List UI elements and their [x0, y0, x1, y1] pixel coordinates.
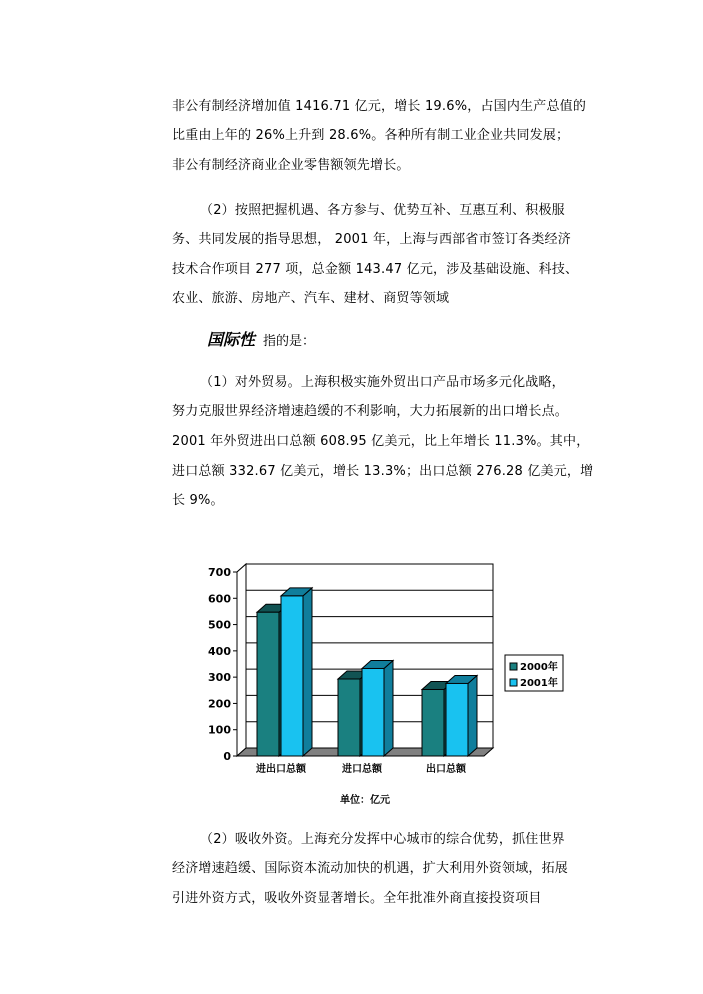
bar [281, 596, 303, 756]
text-line: 非公有制经济增加值 1416.71 亿元，增长 19.6%，占国内生产总值的 [172, 99, 587, 114]
text-line: 进口总额 332.67 亿美元，增长 13.3%；出口总额 276.28 亿美元，增 [172, 464, 594, 479]
text-line: 非公有制经济商业企业零售额领先增长。 [172, 158, 410, 173]
text-line: 农业、旅游、房地产、汽车、建材、商贸等领域 [172, 291, 450, 306]
text-line: 长 9%。 [172, 493, 224, 508]
y-tick-label: 200 [208, 697, 231, 711]
text-line: 经济增速趋缓、国际资本流动加快的机遇，扩大利用外资领域，拓展 [172, 861, 569, 876]
text-line: （1）对外贸易。上海积极实施外贸出口产品市场多元化战略， [200, 375, 565, 390]
y-tick-label: 100 [208, 723, 231, 737]
bar [338, 679, 360, 756]
text-line: 努力克服世界经济增速趋缓的不利影响，大力拓展新的出口增长点。 [172, 404, 569, 419]
legend-label: 2000年 [520, 662, 558, 673]
text-line: 引进外资方式，吸收外资显著增长。全年批准外商直接投资项目 [172, 891, 542, 906]
y-tick-label: 600 [208, 592, 231, 606]
bar [446, 683, 468, 756]
y-tick-label: 500 [208, 618, 231, 632]
y-tick-label: 700 [208, 566, 231, 579]
heading-rest: 指的是： [263, 334, 316, 349]
bar-side [468, 675, 477, 756]
y-tick-label: 300 [208, 671, 231, 685]
y-tick-label: 400 [208, 644, 231, 658]
plot-side-wall [237, 564, 246, 756]
bar [362, 668, 384, 756]
heading-bold: 国际性 [207, 330, 256, 349]
bar [257, 612, 279, 756]
text-line: 比重由上年的 26%上升到 28.6%。各种所有制工业企业共同发展； [172, 128, 570, 143]
bar-side [303, 588, 312, 756]
x-tick-label: 进出口总额 [256, 764, 306, 775]
legend-label: 2001年 [520, 678, 558, 689]
text-line: 务、共同发展的指导思想， 2001 年，上海与西部省市签订各类经济 [172, 232, 571, 247]
text-line: （2）按照把握机遇、各方参与、优势互补、互惠互利、积极服 [200, 203, 565, 218]
x-tick-label: 出口总额 [426, 764, 466, 775]
bar-side [384, 660, 393, 756]
y-tick-label: 0 [223, 750, 231, 763]
text-line: （2）吸收外资。上海充分发挥中心城市的综合优势，抓住世界 [200, 832, 565, 847]
text-line: 技术合作项目 277 项，总金额 143.47 亿元，涉及基础设施、科技、 [172, 262, 579, 277]
legend-swatch [510, 679, 517, 686]
bar [422, 689, 444, 756]
x-tick-label: 进口总额 [342, 764, 382, 775]
unit-label: 单位：亿元 [340, 795, 390, 806]
legend-swatch [510, 663, 517, 670]
text-line: 2001 年外贸进出口总额 608.95 亿美元，比上年增长 11.3%。其中， [172, 434, 590, 449]
